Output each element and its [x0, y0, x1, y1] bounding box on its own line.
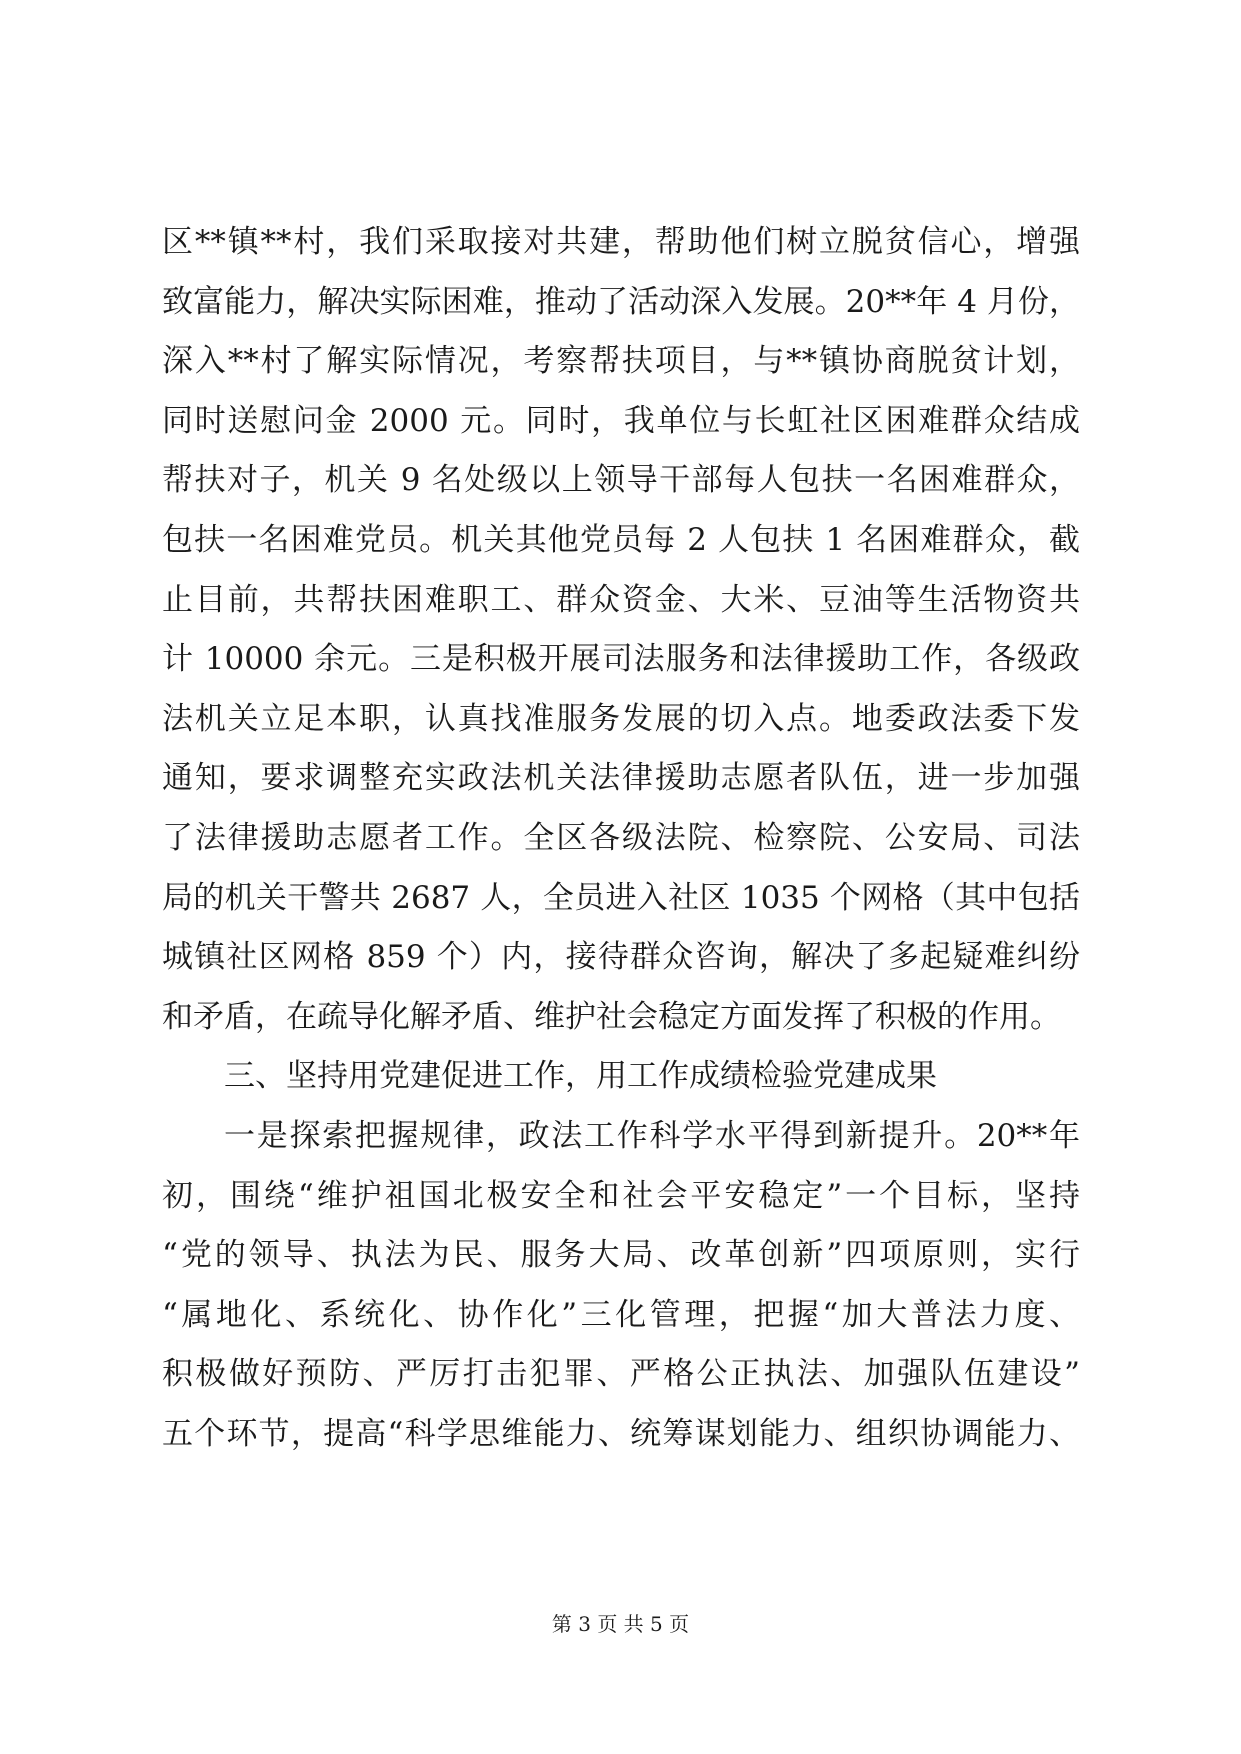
- page-number-footer: 第 3 页 共 5 页: [551, 1612, 690, 1636]
- text-line: 通知，要求调整充实政法机关法律援助志愿者队伍，进一步加强: [162, 760, 1080, 797]
- text-line: 局的机关干警共 2687 人，全员进入社区 1035 个网格（其中包括: [162, 879, 1080, 916]
- text-line: 积极做好预防、严厉打击犯罪、严格公正执法、加强队伍建设”: [162, 1356, 1080, 1393]
- text-line: 初，围绕“维护祖国北极安全和社会平安稳定”一个目标，坚持: [162, 1177, 1080, 1214]
- text-line: 和矛盾，在疏导化解矛盾、维护社会稳定方面发挥了积极的作用。: [162, 998, 1061, 1035]
- text-line: 致富能力，解决实际困难，推动了活动深入发展。20**年 4 月份，: [162, 283, 1080, 320]
- text-line: 深入**村了解实际情况，考察帮扶项目，与**镇协商脱贫计划，: [162, 343, 1080, 380]
- document-body: [162, 222, 1080, 1473]
- text-line: 一是探索把握规律，政法工作科学水平得到新提升。20**年: [224, 1117, 1080, 1154]
- text-line: 五个环节，提高“科学思维能力、统筹谋划能力、组织协调能力、: [162, 1415, 1080, 1452]
- text-line: 同时送慰问金 2000 元。同时，我单位与长虹社区困难群众结成: [162, 402, 1080, 439]
- text-line: 帮扶对子，机关 9 名处级以上领导干部每人包扶一名困难群众，: [162, 462, 1080, 499]
- text-line: 区**镇**村，我们采取接对共建，帮助他们树立脱贫信心，增强: [162, 224, 1080, 260]
- text-line: 计 10000 余元。三是积极开展司法服务和法律援助工作，各级政: [162, 641, 1080, 678]
- text-line: “属地化、系统化、协作化”三化管理，把握“加大普法力度、: [162, 1296, 1080, 1333]
- text-line: 止目前，共帮扶困难职工、群众资金、大米、豆油等生活物资共: [162, 581, 1080, 618]
- text-line: 法机关立足本职，认真找准服务发展的切入点。地委政法委下发: [162, 700, 1080, 737]
- text-line: 城镇社区网格 859 个）内，接待群众咨询，解决了多起疑难纠纷: [162, 939, 1080, 976]
- text-line: 包扶一名困难党员。机关其他党员每 2 人包扶 1 名困难群众，截: [162, 521, 1080, 558]
- text-line: “党的领导、执法为民、服务大局、改革创新”四项原则，实行: [162, 1237, 1080, 1274]
- section-heading: 三、坚持用党建促进工作，用工作成绩检验党建成果: [224, 1058, 937, 1095]
- text-line: 了法律援助志愿者工作。全区各级法院、检察院、公安局、司法: [162, 819, 1080, 856]
